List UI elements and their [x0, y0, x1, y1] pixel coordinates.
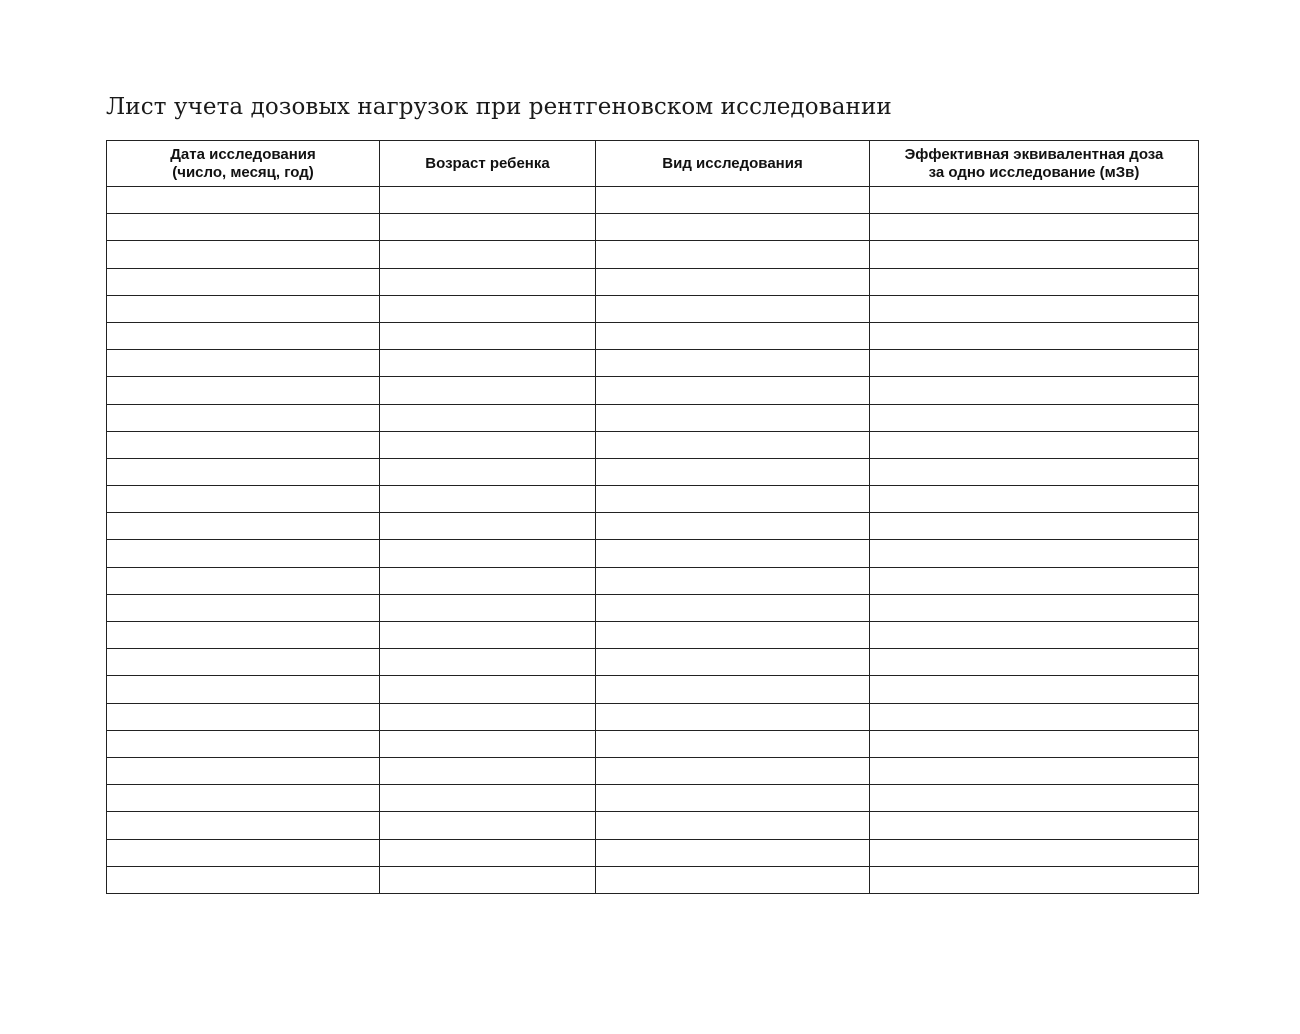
- table-row: [107, 622, 1199, 649]
- cell-date[interactable]: [107, 404, 380, 431]
- cell-date[interactable]: [107, 377, 380, 404]
- cell-date[interactable]: [107, 187, 380, 214]
- cell-date[interactable]: [107, 214, 380, 241]
- table-row: [107, 187, 1199, 214]
- table-row: [107, 812, 1199, 839]
- cell-effective-dose[interactable]: [870, 730, 1199, 757]
- cell-effective-dose[interactable]: [870, 431, 1199, 458]
- table-row: [107, 567, 1199, 594]
- table-body: [107, 187, 1199, 894]
- cell-date[interactable]: [107, 594, 380, 621]
- cell-date[interactable]: [107, 676, 380, 703]
- cell-child-age[interactable]: [380, 268, 596, 295]
- cell-effective-dose[interactable]: [870, 649, 1199, 676]
- cell-effective-dose[interactable]: [870, 513, 1199, 540]
- cell-date[interactable]: [107, 839, 380, 866]
- cell-exam-type[interactable]: [596, 594, 870, 621]
- cell-child-age[interactable]: [380, 322, 596, 349]
- cell-effective-dose[interactable]: [870, 567, 1199, 594]
- cell-effective-dose[interactable]: [870, 676, 1199, 703]
- table-row: [107, 540, 1199, 567]
- cell-child-age[interactable]: [380, 540, 596, 567]
- cell-child-age[interactable]: [380, 187, 596, 214]
- cell-exam-type[interactable]: [596, 785, 870, 812]
- cell-date[interactable]: [107, 458, 380, 485]
- table-row: [107, 350, 1199, 377]
- cell-effective-dose[interactable]: [870, 703, 1199, 730]
- table-row: [107, 676, 1199, 703]
- cell-exam-type[interactable]: [596, 676, 870, 703]
- cell-child-age[interactable]: [380, 295, 596, 322]
- cell-exam-type[interactable]: [596, 866, 870, 893]
- cell-date[interactable]: [107, 268, 380, 295]
- cell-effective-dose[interactable]: [870, 486, 1199, 513]
- cell-effective-dose[interactable]: [870, 839, 1199, 866]
- table-row: [107, 839, 1199, 866]
- cell-effective-dose[interactable]: [870, 268, 1199, 295]
- cell-exam-type[interactable]: [596, 730, 870, 757]
- column-header-effective-dose-line-2: за одно исследование (мЗв): [928, 163, 1140, 181]
- cell-effective-dose[interactable]: [870, 404, 1199, 431]
- column-header-effective-dose: [870, 141, 1199, 187]
- table-row: [107, 649, 1199, 676]
- cell-date[interactable]: [107, 322, 380, 349]
- cell-child-age[interactable]: [380, 350, 596, 377]
- cell-effective-dose[interactable]: [870, 350, 1199, 377]
- cell-date[interactable]: [107, 350, 380, 377]
- cell-effective-dose[interactable]: [870, 322, 1199, 349]
- cell-exam-type[interactable]: [596, 649, 870, 676]
- cell-effective-dose[interactable]: [870, 377, 1199, 404]
- cell-child-age[interactable]: [380, 513, 596, 540]
- table-row: [107, 785, 1199, 812]
- cell-child-age[interactable]: [380, 785, 596, 812]
- cell-date[interactable]: [107, 866, 380, 893]
- cell-effective-dose[interactable]: [870, 622, 1199, 649]
- cell-child-age[interactable]: [380, 649, 596, 676]
- cell-child-age[interactable]: [380, 812, 596, 839]
- cell-child-age[interactable]: [380, 404, 596, 431]
- cell-child-age[interactable]: [380, 622, 596, 649]
- table-row: [107, 214, 1199, 241]
- cell-date[interactable]: [107, 486, 380, 513]
- cell-child-age[interactable]: [380, 757, 596, 784]
- cell-exam-type[interactable]: [596, 513, 870, 540]
- cell-exam-type[interactable]: [596, 431, 870, 458]
- cell-date[interactable]: [107, 812, 380, 839]
- cell-exam-type[interactable]: [596, 486, 870, 513]
- cell-date[interactable]: [107, 567, 380, 594]
- column-header-date-line-1: Дата исследования: [170, 145, 316, 163]
- cell-exam-type[interactable]: [596, 377, 870, 404]
- cell-effective-dose[interactable]: [870, 812, 1199, 839]
- cell-child-age[interactable]: [380, 730, 596, 757]
- column-header-child-age: [380, 141, 596, 187]
- cell-exam-type[interactable]: [596, 350, 870, 377]
- cell-exam-type[interactable]: [596, 241, 870, 268]
- table-row: [107, 322, 1199, 349]
- cell-date[interactable]: [107, 295, 380, 322]
- cell-child-age[interactable]: [380, 214, 596, 241]
- cell-exam-type[interactable]: [596, 214, 870, 241]
- cell-child-age[interactable]: [380, 486, 596, 513]
- cell-child-age[interactable]: [380, 703, 596, 730]
- cell-exam-type[interactable]: [596, 540, 870, 567]
- column-header-date-line-2: (число, месяц, год): [172, 163, 314, 181]
- table-row: [107, 730, 1199, 757]
- cell-exam-type[interactable]: [596, 268, 870, 295]
- cell-effective-dose[interactable]: [870, 295, 1199, 322]
- cell-effective-dose[interactable]: [870, 866, 1199, 893]
- column-header-date: [107, 141, 380, 187]
- cell-effective-dose[interactable]: [870, 757, 1199, 784]
- table-row: [107, 404, 1199, 431]
- cell-effective-dose[interactable]: [870, 187, 1199, 214]
- column-header-exam-type: [596, 141, 870, 187]
- table-row: [107, 594, 1199, 621]
- table-row: [107, 757, 1199, 784]
- cell-date[interactable]: [107, 540, 380, 567]
- cell-effective-dose[interactable]: [870, 785, 1199, 812]
- cell-child-age[interactable]: [380, 241, 596, 268]
- cell-date[interactable]: [107, 622, 380, 649]
- cell-exam-type[interactable]: [596, 622, 870, 649]
- table-row: [107, 295, 1199, 322]
- cell-exam-type[interactable]: [596, 295, 870, 322]
- cell-exam-type[interactable]: [596, 703, 870, 730]
- cell-effective-dose[interactable]: [870, 540, 1199, 567]
- cell-date[interactable]: [107, 703, 380, 730]
- cell-child-age[interactable]: [380, 866, 596, 893]
- cell-exam-type[interactable]: [596, 458, 870, 485]
- cell-child-age[interactable]: [380, 431, 596, 458]
- cell-exam-type[interactable]: [596, 839, 870, 866]
- cell-date[interactable]: [107, 785, 380, 812]
- cell-effective-dose[interactable]: [870, 594, 1199, 621]
- table-row: [107, 377, 1199, 404]
- column-header-child-age-label: Возраст ребенка: [425, 154, 550, 172]
- column-header-effective-dose-line-1: Эффективная эквивалентная доза: [904, 145, 1164, 163]
- column-header-exam-type-label: Вид исследования: [662, 154, 803, 172]
- cell-exam-type[interactable]: [596, 404, 870, 431]
- table-row: [107, 458, 1199, 485]
- table-row: [107, 431, 1199, 458]
- table-row: [107, 268, 1199, 295]
- cell-date[interactable]: [107, 431, 380, 458]
- cell-effective-dose[interactable]: [870, 458, 1199, 485]
- cell-date[interactable]: [107, 730, 380, 757]
- cell-date[interactable]: [107, 513, 380, 540]
- cell-child-age[interactable]: [380, 567, 596, 594]
- cell-exam-type[interactable]: [596, 812, 870, 839]
- cell-exam-type[interactable]: [596, 757, 870, 784]
- page-title: Лист учета дозовых нагрузок при рентгеновском исследовании: [106, 94, 892, 120]
- cell-date[interactable]: [107, 757, 380, 784]
- cell-date[interactable]: [107, 649, 380, 676]
- cell-child-age[interactable]: [380, 458, 596, 485]
- cell-effective-dose[interactable]: [870, 214, 1199, 241]
- table-row: [107, 513, 1199, 540]
- table-row: [107, 703, 1199, 730]
- table-row: [107, 866, 1199, 893]
- cell-exam-type[interactable]: [596, 567, 870, 594]
- dose-record-table: [106, 140, 1199, 894]
- cell-date[interactable]: [107, 241, 380, 268]
- cell-child-age[interactable]: [380, 377, 596, 404]
- cell-exam-type[interactable]: [596, 187, 870, 214]
- cell-child-age[interactable]: [380, 839, 596, 866]
- cell-effective-dose[interactable]: [870, 241, 1199, 268]
- cell-child-age[interactable]: [380, 676, 596, 703]
- table-header-row: [107, 141, 1199, 187]
- cell-child-age[interactable]: [380, 594, 596, 621]
- table-row: [107, 486, 1199, 513]
- cell-exam-type[interactable]: [596, 322, 870, 349]
- table-row: [107, 241, 1199, 268]
